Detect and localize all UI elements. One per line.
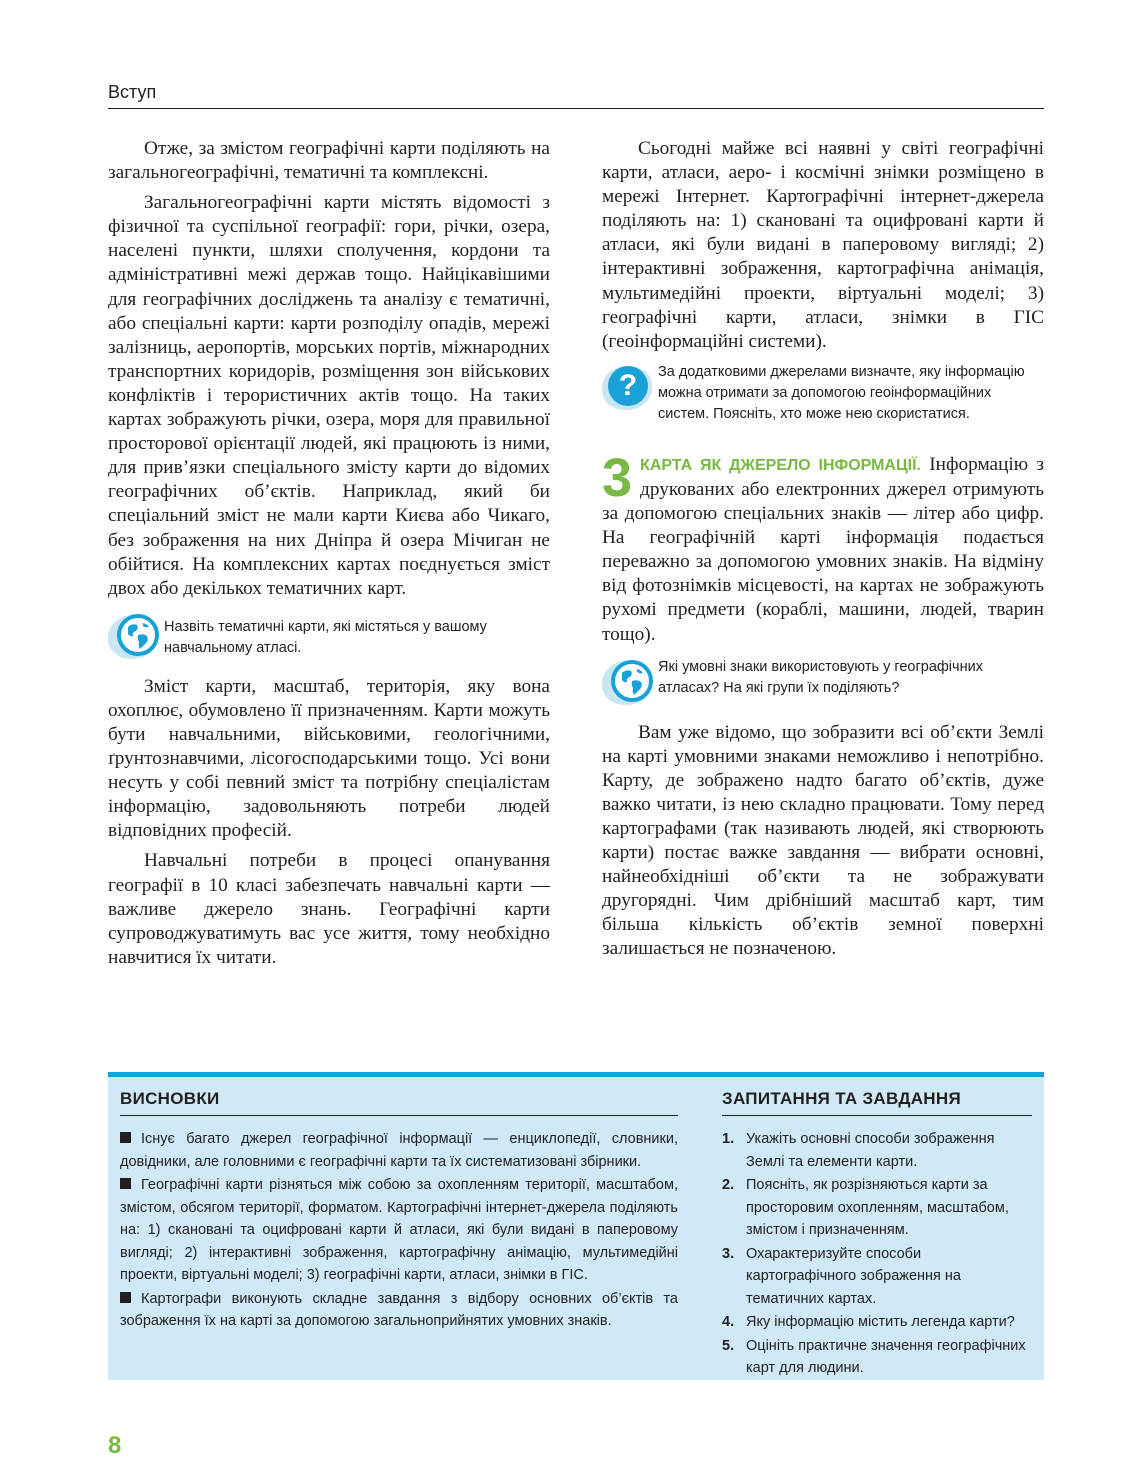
paragraph: Навчальні потреби в процесі опанування географії в 10 класі забезпечать навчальні карти — важливе джерело знань. Географічні карти супроводжуватимуть вас усе життя, тому необхідно навчитися їх читати. — [108, 850, 550, 968]
paragraph: Сьогодні майже всі наявні у світі географічні карти, атласи, аеро- і космічні знімки розміщено в мережі Інтернет. Картографічні інтернет-джерела поділяють на: 1) скановані та оцифровані карти й атласи, які були видані в паперовому вигляді; 2) інтерактивні зображення, картографічна анімація, мультимедійні проекти, віртуальні моделі; 3) географічні карти, атласи, знімки в ГІС (геоінформаційні системи). — [602, 138, 1044, 352]
task-note — [108, 611, 550, 661]
running-header — [108, 80, 1044, 109]
question-item: 2. Поясніть, як розрізняються карти за просторовим охопленням, масштабом, змістом і призначенням. — [722, 1177, 1009, 1238]
conclusions-title: ВИСНОВКИ — [120, 1089, 678, 1116]
right-column — [602, 137, 1044, 968]
note-text: За додатковими джерелами визначте, яку інформацію можна отримати за допомогою геоінформаційних систем. Поясніть, хто може нею скористатися. — [658, 363, 1025, 422]
questions — [722, 1089, 1032, 1381]
question-item: 5. Оцініть практичне значення географічних карт для людини. — [722, 1337, 1026, 1376]
questions-title: ЗАПИТАННЯ ТА ЗАВДАННЯ — [722, 1089, 1032, 1116]
question-item: 1. Укажіть основні способи зображення Землі та елементи карти. — [722, 1131, 995, 1170]
task-note — [602, 657, 1044, 707]
paragraph: Вам уже відомо, що зобразити всі об’єкти Землі на карті умовними знаками неможливо і непотрібно. Карту, де зображено надто багато об’єктів, дуже важко читати, із нею складно працювати. Тому перед картографами (так називають людей, які створюють карти) постає важке завдання — вибрати основні, найнеобхідніші об’єкти та не зображувати другорядні. Чим дрібніший масштаб карт, тим більша кількість об’єктів земної поверхні залишається не позначеною. — [602, 721, 1044, 960]
question-item: 3. Охарактеризуйте способи картографічного зображення на тематичних картах. — [722, 1245, 961, 1307]
summary-box — [108, 1072, 1044, 1380]
section-title: КАРТА ЯК ДЖЕРЕЛО ІНФОРМАЦІЇ. — [640, 456, 921, 474]
paragraph: Отже, за змістом географічні карти поділяють на загальногеографічні, тематичні та комплексні. — [108, 138, 550, 184]
question-note — [602, 362, 1044, 425]
question-mark: ? — [608, 366, 648, 406]
page-number: 8 — [108, 1432, 122, 1459]
note-text: Назвіть тематичні карти, які містяться у вашому навчальному атласі. — [164, 618, 487, 656]
bullet-square-icon — [120, 1292, 131, 1303]
question-icon — [602, 362, 658, 412]
note-text: Які умовні знаки використовують у географічних атласах? На які групи їх поділяють? — [658, 658, 983, 696]
conclusion-item: Картографи виконують складне завдання з відбору основних об’єктів та зображення їх на карті за допомогою загальноприйнятих умовних знаків. — [120, 1290, 678, 1329]
question-item: 4. Яку інформацію містить легенда карти? — [722, 1314, 1015, 1330]
globe-icon — [108, 611, 164, 661]
section-paragraph — [602, 447, 1045, 647]
section-label: Вступ — [108, 82, 157, 102]
globe-icon — [602, 657, 658, 707]
left-column — [108, 137, 550, 976]
paragraph: Загальногеографічні карти містять відомості з фізичної та суспільної географії: гори, річки, озера, населені пункти, шляхи сполучення, кордони та адміністративні межі держав тощо. Найцікавішими для географічних досліджень та аналізу є тематичні, або спеціальні карти: карти розподілу опадів, мережі залізниць, аеропортів, морських портів, міжнародних транспортних коридорів, розміщення зон військових конфліктів і терористичних актів тощо. На таких картах зображують річки, озера, моря для правильної просторової орієнтації людей, які працюють із ними, для прив’язки спеціального змісту карти до відомих географічних об’єктів. Наприклад, який би спеціальний зміст не мали карти Києва або Чикаго, без зображення на них Дніпра й озера Мічиган не обійтися. На комплексних картах поєднується зміст двох або декількох тематичних карт. — [108, 192, 550, 599]
section-text: Інформацію з друкованих або електронних джерел отримують за допомогою спеціальних знаків — літер або цифр. На географічній карті інформація подається переважно за допомогою умовних знаків. На відміну від фотознімків місцевості, на картах не зображують рухомі предмети (кораблі, машини, людей, тварин тощо). — [602, 453, 1045, 645]
section-number: 3 — [602, 447, 633, 508]
conclusions — [120, 1089, 678, 1334]
paragraph: Зміст карти, масштаб, територія, яку вона охоплює, обумовлено її призначенням. Карти можуть бути навчальними, військовими, геологічними, ґрунтознавчими, лісогосподарськими тощо. Усі вони несуть у собі певний зміст та потрібну спеціалістам інформацію, задовольняють потреби людей відповідних професій. — [108, 675, 550, 842]
bullet-square-icon — [120, 1178, 131, 1189]
conclusion-item: Існує багато джерел географічної інформації — енциклопедії, словники, довідники, але головними є географічні карти та їх систематизовані збірники. — [120, 1131, 678, 1170]
bullet-square-icon — [120, 1132, 131, 1143]
conclusion-item: Географічні карти різняться між собою за охопленням території, масштабом, змістом, обсягом території, форматом. Картографічні інтернет-джерела поділяють на: 1) скановані та оцифровані карти й атласи, які були видані в паперовому вигляді; 2) інтерактивні зображення, картографічну анімацію, мультимедійні проекти, віртуальні моделі; 3) географічні карти, атласи, знімки в ГІС. — [120, 1177, 678, 1283]
